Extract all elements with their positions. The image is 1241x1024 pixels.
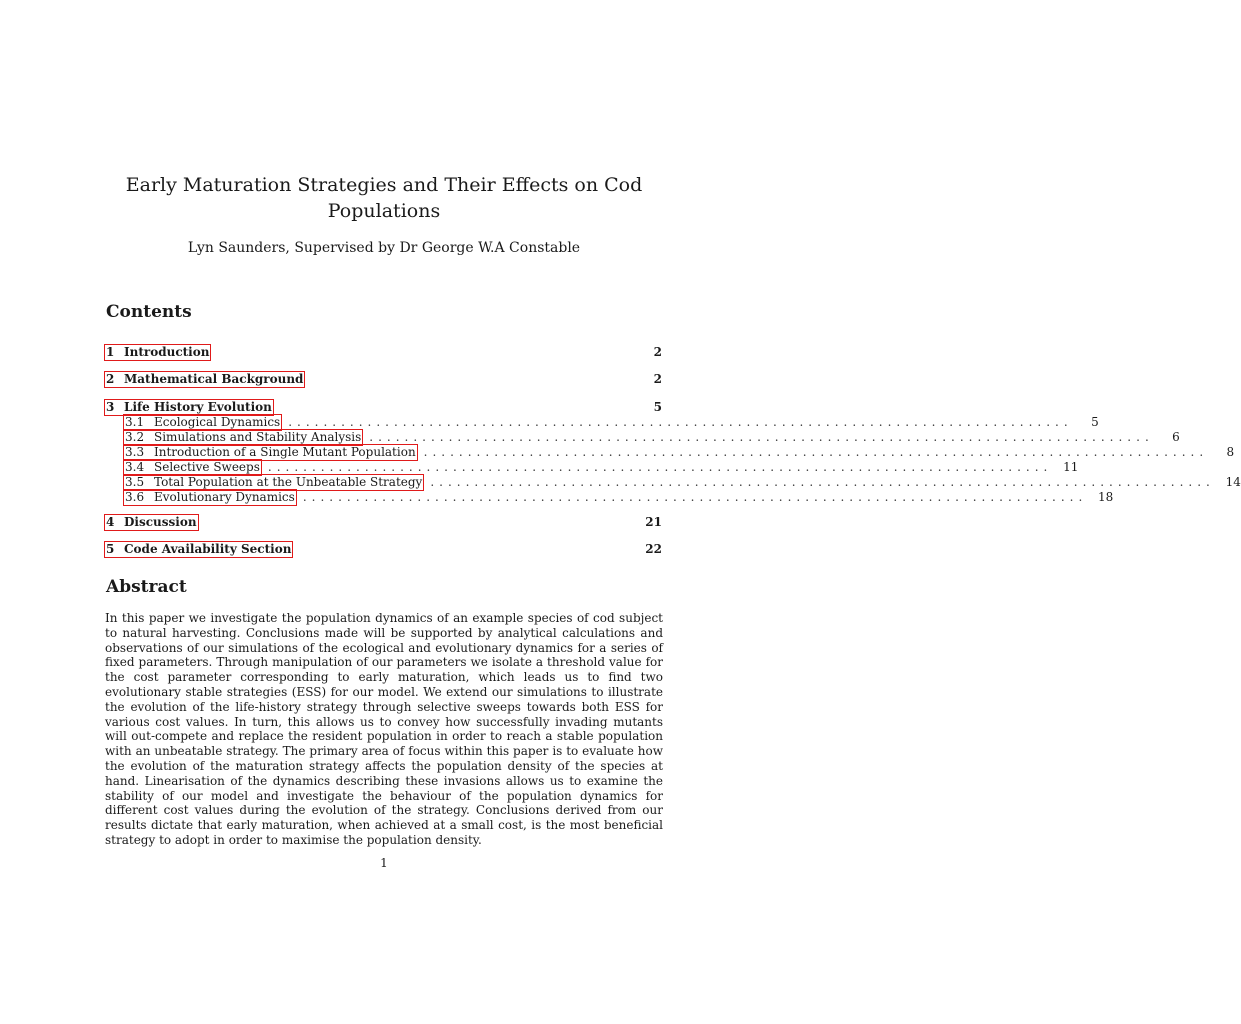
toc-page-number: 5: [1091, 415, 1099, 429]
toc-number: 3.1: [125, 415, 145, 429]
toc-page-number: 22: [645, 542, 662, 556]
toc-number: 3.6: [125, 490, 145, 504]
abstract-heading: Abstract: [106, 577, 187, 597]
toc-entry-simulations-stability: [123, 429, 1180, 444]
toc-link-code-availability[interactable]: [104, 541, 293, 558]
toc-entry-discussion: [104, 514, 662, 529]
toc-number: 4: [106, 515, 115, 529]
toc-entry-single-mutant: [123, 444, 1235, 459]
toc-link-evolutionary-dynamics[interactable]: [123, 489, 297, 506]
toc-leader-dots: .........................................................................................: [302, 490, 1088, 504]
toc-number: 5: [106, 542, 115, 556]
toc-page-number: 21: [645, 515, 662, 529]
paper-authors: Lyn Saunders, Supervised by Dr George W.A Constable: [187, 240, 581, 256]
toc-page-number: 11: [1063, 460, 1079, 474]
toc-leader-dots: .........................................................................................: [288, 415, 1073, 429]
toc-label: Evolutionary Dynamics: [154, 490, 295, 504]
toc-leader-dots: .........................................................................................: [423, 445, 1209, 459]
toc-leader-dots: .........................................................................................: [267, 460, 1053, 474]
toc-entry-selective-sweeps: [123, 459, 1079, 474]
toc-label: Total Population at the Unbeatable Strategy: [154, 475, 423, 489]
toc-label: Simulations and Stability Analysis: [154, 430, 362, 444]
toc-number: 3.3: [125, 445, 145, 459]
toc-link-discussion[interactable]: [104, 514, 199, 531]
toc-label: Code Availability Section: [124, 542, 292, 556]
toc-leader-dots: .........................................................................................: [430, 475, 1215, 489]
toc-page-number: 6: [1172, 430, 1180, 444]
toc-label: Ecological Dynamics: [154, 415, 281, 429]
toc-entry-introduction: [104, 344, 662, 359]
toc-page-number: 2: [653, 372, 662, 386]
toc-entry-total-population: [123, 474, 1241, 489]
toc-label: Life History Evolution: [124, 400, 272, 414]
toc-label: Selective Sweeps: [154, 460, 260, 474]
contents-heading: Contents: [106, 302, 192, 322]
toc-page-number: 2: [653, 345, 662, 359]
toc-entry-mathematical-background: [104, 371, 662, 386]
toc-page-number: 5: [653, 400, 662, 414]
toc-entry-code-availability: [104, 541, 662, 556]
page-number: 1: [380, 856, 388, 870]
toc-entry-life-history-evolution: [104, 399, 662, 414]
toc-number: 3.2: [125, 430, 145, 444]
toc-number: 3.5: [125, 475, 145, 489]
toc-number: 3.4: [125, 460, 145, 474]
toc-entry-evolutionary-dynamics: [123, 489, 1114, 504]
toc-link-mathematical-background[interactable]: [104, 371, 305, 388]
toc-label: Discussion: [124, 515, 197, 529]
toc-label: Introduction of a Single Mutant Population: [154, 445, 416, 459]
toc-number: 3: [106, 400, 115, 414]
toc-number: 1: [106, 345, 115, 359]
abstract-text: In this paper we investigate the population dynamics of an example species of cod subject to natural harvesting. Conclusions made will be supported by analytical calculations and observations of our simulations of the ecological and evolutionary dynamics for a series of fixed parameters. Through manipulation of our parameters we isolate a threshold value for the cost parameter corresponding to early maturation, which leads us to find two evolutionary stable strategies (ESS) for our model. We extend our simulations to illustrate the evolution of the life-history strategy through selective sweeps towards both ESS for various cost values. In turn, this allows us to convey how successfully invading mutants will out-compete and replace the resident population in order to reach a stable population with an unbeatable strategy. The primary area of focus within this paper is to evaluate how the evolution of the maturation strategy affects the population density of the species at hand. Linearisation of the dynamics describing these invasions allows us to examine the stability of our model and investigate the behaviour of the population dynamics for different cost values during the evolution of the strategy. Conclusions derived from our results dictate that early maturation, when achieved at a small cost, is the most beneficial strategy to adopt in order to maximise the population density.: [105, 611, 663, 847]
paper-title: Early Maturation Strategies and Their Effects on Cod Populations: [125, 174, 643, 222]
toc-leader-dots: .........................................................................................: [369, 430, 1154, 444]
toc-label: Mathematical Background: [124, 372, 304, 386]
toc-page-number: 8: [1226, 445, 1235, 459]
toc-page-number: 18: [1098, 490, 1114, 504]
toc-link-introduction[interactable]: [104, 344, 211, 361]
toc-entry-ecological-dynamics: [123, 414, 1099, 429]
toc-page-number: 14: [1225, 475, 1241, 489]
toc-label: Introduction: [124, 345, 210, 359]
toc-number: 2: [106, 372, 115, 386]
